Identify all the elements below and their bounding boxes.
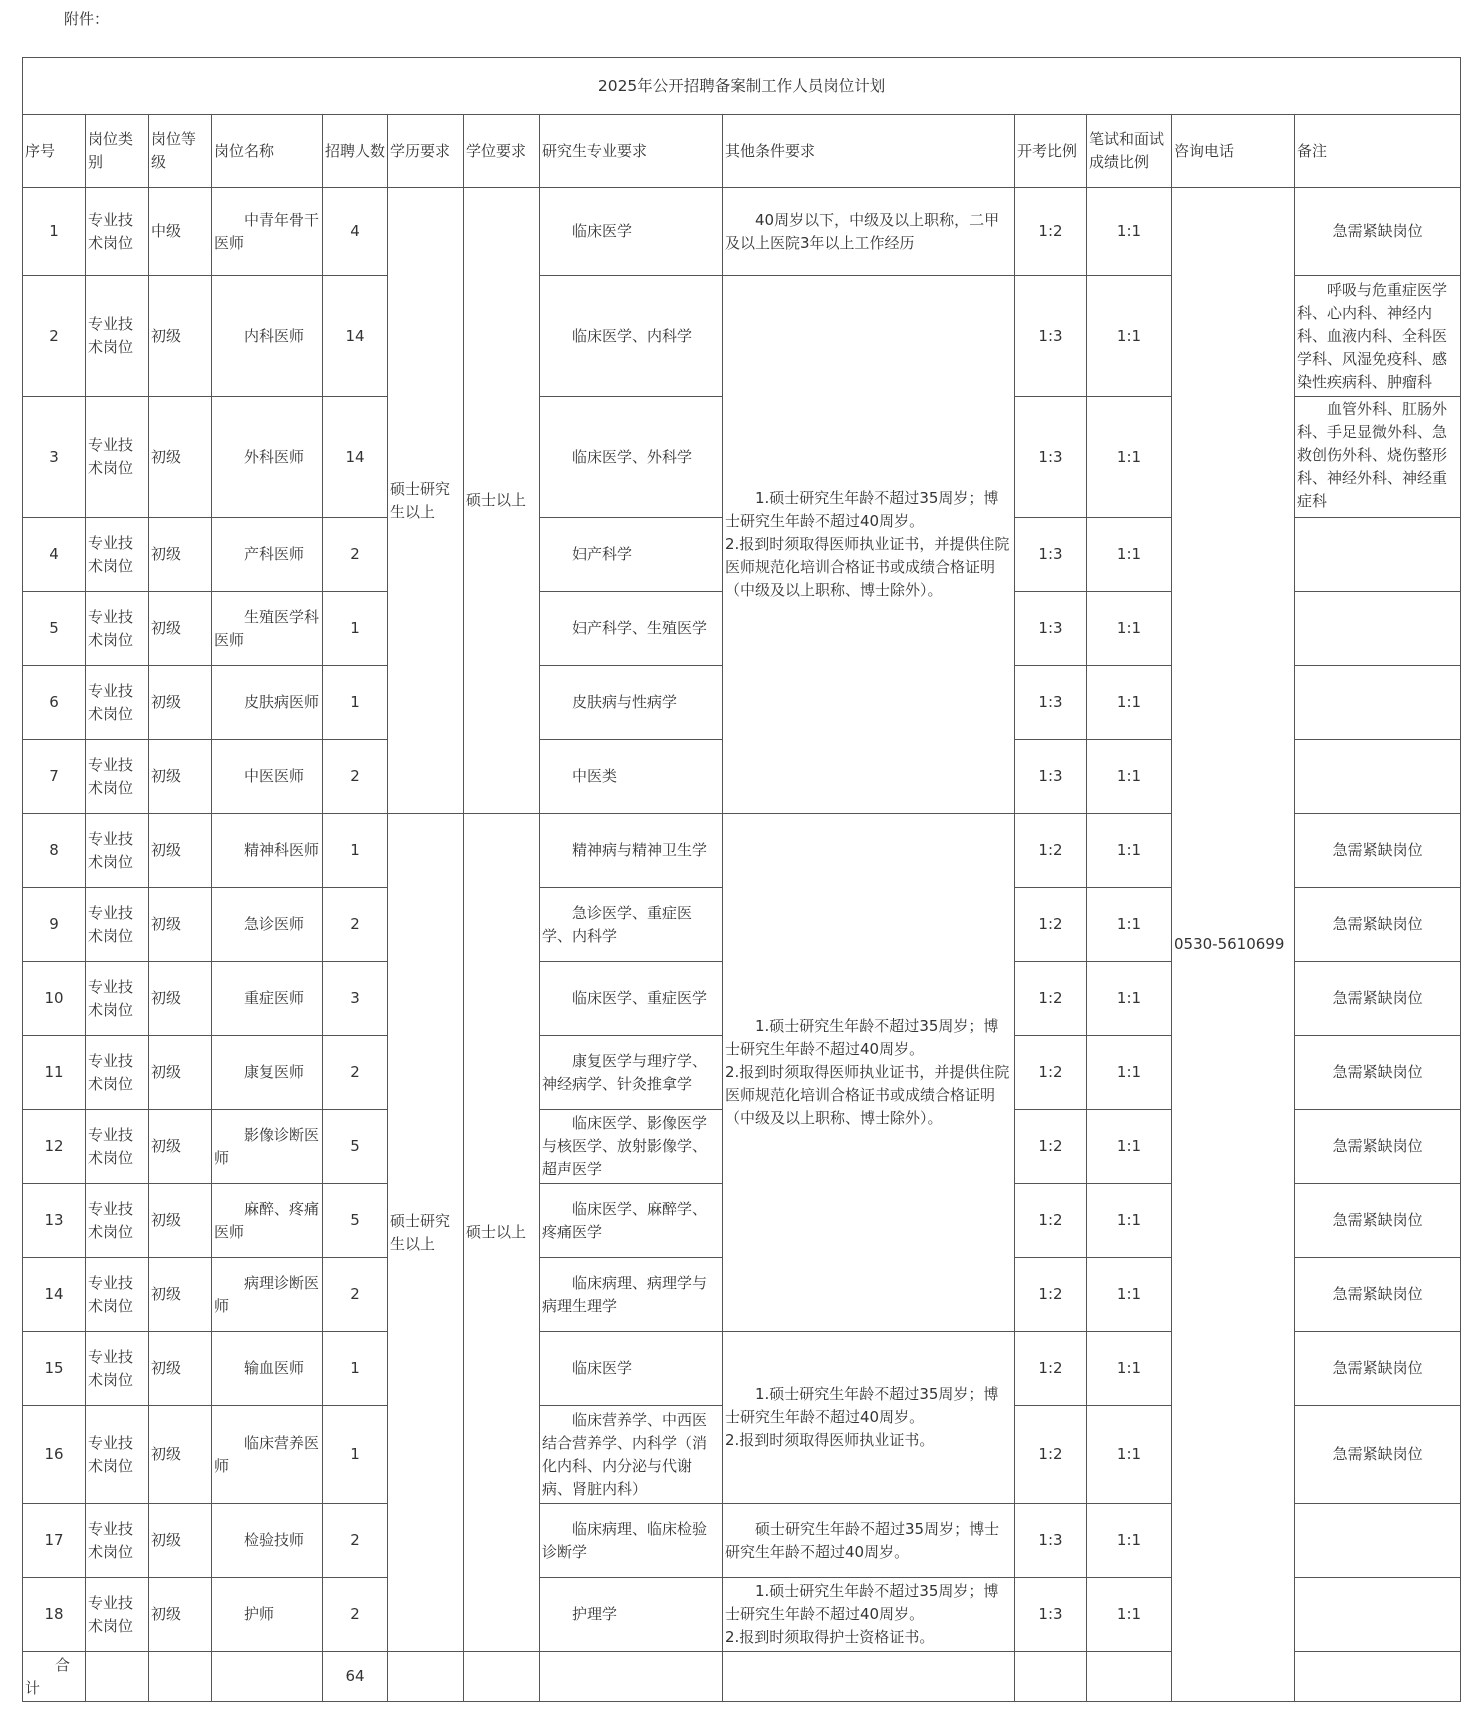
cell-ratio: 1:2 bbox=[1015, 1406, 1087, 1504]
cell-major: 妇产科学、生殖医学 bbox=[540, 592, 723, 666]
condition-line: 1.硕士研究生年龄不超过35周岁；博士研究生年龄不超过40周岁。 bbox=[725, 1582, 999, 1623]
cell-note: 呼吸与危重症医学科、心内科、神经内科、血液内科、全科医学科、风湿免疫科、感染性疾病科、肿瘤科 bbox=[1295, 276, 1461, 397]
cell-category: 专业技术岗位 bbox=[86, 1036, 149, 1110]
cell-score-ratio: 1:1 bbox=[1087, 962, 1172, 1036]
cell-note: 急需紧缺岗位 bbox=[1295, 962, 1461, 1036]
cell-level: 初级 bbox=[149, 276, 212, 397]
header-name: 岗位名称 bbox=[212, 115, 323, 188]
total-empty-cell bbox=[1015, 1652, 1087, 1702]
cell-seq: 8 bbox=[23, 814, 86, 888]
cell-note bbox=[1295, 666, 1461, 740]
cell-major: 急诊医学、重症医学、内科学 bbox=[540, 888, 723, 962]
cell-level: 初级 bbox=[149, 740, 212, 814]
cell-ratio: 1:3 bbox=[1015, 518, 1087, 592]
table-title: 2025年公开招聘备案制工作人员岗位计划 bbox=[23, 58, 1461, 115]
cell-score-ratio: 1:1 bbox=[1087, 1258, 1172, 1332]
cell-count: 2 bbox=[323, 1258, 388, 1332]
cell-level: 初级 bbox=[149, 1578, 212, 1652]
cell-education: 硕士研究生以上 bbox=[388, 814, 464, 1652]
cell-score-ratio: 1:1 bbox=[1087, 1110, 1172, 1184]
cell-note bbox=[1295, 518, 1461, 592]
cell-ratio: 1:2 bbox=[1015, 1110, 1087, 1184]
total-empty-cell bbox=[86, 1652, 149, 1702]
cell-note: 急需紧缺岗位 bbox=[1295, 1110, 1461, 1184]
cell-seq: 9 bbox=[23, 888, 86, 962]
cell-score-ratio: 1:1 bbox=[1087, 740, 1172, 814]
cell-name: 中医医师 bbox=[212, 740, 323, 814]
cell-score-ratio: 1:1 bbox=[1087, 1184, 1172, 1258]
total-empty-cell bbox=[1087, 1652, 1172, 1702]
cell-name: 产科医师 bbox=[212, 518, 323, 592]
cell-note: 急需紧缺岗位 bbox=[1295, 1258, 1461, 1332]
cell-major: 临床医学 bbox=[540, 188, 723, 276]
cell-count: 3 bbox=[323, 962, 388, 1036]
cell-major: 妇产科学 bbox=[540, 518, 723, 592]
cell-seq: 1 bbox=[23, 188, 86, 276]
total-empty-cell bbox=[212, 1652, 323, 1702]
cell-ratio: 1:2 bbox=[1015, 1036, 1087, 1110]
cell-degree: 硕士以上 bbox=[464, 814, 540, 1652]
condition-line: 2.报到时须取得医师执业证书。 bbox=[725, 1431, 935, 1449]
cell-ratio: 1:2 bbox=[1015, 188, 1087, 276]
cell-seq: 16 bbox=[23, 1406, 86, 1504]
cell-score-ratio: 1:1 bbox=[1087, 1578, 1172, 1652]
cell-phone: 0530-5610699 bbox=[1172, 188, 1295, 1702]
cell-category: 专业技术岗位 bbox=[86, 1184, 149, 1258]
cell-note: 急需紧缺岗位 bbox=[1295, 188, 1461, 276]
header-note: 备注 bbox=[1295, 115, 1461, 188]
cell-major: 皮肤病与性病学 bbox=[540, 666, 723, 740]
cell-count: 5 bbox=[323, 1110, 388, 1184]
cell-score-ratio: 1:1 bbox=[1087, 276, 1172, 397]
cell-level: 初级 bbox=[149, 1036, 212, 1110]
header-score-ratio: 笔试和面试成绩比例 bbox=[1087, 115, 1172, 188]
cell-seq: 6 bbox=[23, 666, 86, 740]
cell-seq: 4 bbox=[23, 518, 86, 592]
cell-major: 临床病理、病理学与病理生理学 bbox=[540, 1258, 723, 1332]
cell-education: 硕士研究生以上 bbox=[388, 188, 464, 814]
cell-name: 护师 bbox=[212, 1578, 323, 1652]
cell-category: 专业技术岗位 bbox=[86, 888, 149, 962]
cell-level: 初级 bbox=[149, 666, 212, 740]
cell-name: 麻醉、疼痛医师 bbox=[212, 1184, 323, 1258]
cell-ratio: 1:3 bbox=[1015, 592, 1087, 666]
cell-seq: 11 bbox=[23, 1036, 86, 1110]
cell-category: 专业技术岗位 bbox=[86, 592, 149, 666]
cell-level: 初级 bbox=[149, 397, 212, 518]
cell-note: 急需紧缺岗位 bbox=[1295, 1036, 1461, 1110]
cell-name: 输血医师 bbox=[212, 1332, 323, 1406]
cell-level: 初级 bbox=[149, 518, 212, 592]
cell-category: 专业技术岗位 bbox=[86, 397, 149, 518]
cell-count: 2 bbox=[323, 1504, 388, 1578]
header-row bbox=[23, 115, 1461, 188]
cell-ratio: 1:3 bbox=[1015, 666, 1087, 740]
cell-name: 外科医师 bbox=[212, 397, 323, 518]
cell-count: 1 bbox=[323, 592, 388, 666]
cell-category: 专业技术岗位 bbox=[86, 1406, 149, 1504]
total-empty-cell bbox=[540, 1652, 723, 1702]
cell-name: 内科医师 bbox=[212, 276, 323, 397]
cell-major: 临床医学、内科学 bbox=[540, 276, 723, 397]
cell-ratio: 1:3 bbox=[1015, 1504, 1087, 1578]
cell-major: 临床医学、外科学 bbox=[540, 397, 723, 518]
condition-line: 1.硕士研究生年龄不超过35周岁；博士研究生年龄不超过40周岁。 bbox=[725, 489, 999, 530]
cell-seq: 15 bbox=[23, 1332, 86, 1406]
cell-note bbox=[1295, 740, 1461, 814]
attachment-label: 附件： bbox=[64, 10, 110, 28]
cell-other-conditions bbox=[723, 276, 1015, 814]
cell-note: 血管外科、肛肠外科、手足显微外科、急救创伤外科、烧伤整形科、神经外科、神经重症科 bbox=[1295, 397, 1461, 518]
condition-line: 1.硕士研究生年龄不超过35周岁；博士研究生年龄不超过40周岁。 bbox=[725, 1017, 999, 1058]
total-label: 合计 bbox=[23, 1652, 86, 1702]
cell-seq: 17 bbox=[23, 1504, 86, 1578]
cell-count: 1 bbox=[323, 666, 388, 740]
total-empty-cell bbox=[1295, 1652, 1461, 1702]
header-category: 岗位类别 bbox=[86, 115, 149, 188]
cell-category: 专业技术岗位 bbox=[86, 188, 149, 276]
table-row bbox=[23, 188, 1461, 276]
cell-count: 14 bbox=[323, 276, 388, 397]
header-education: 学历要求 bbox=[388, 115, 464, 188]
cell-ratio: 1:3 bbox=[1015, 276, 1087, 397]
total-empty-cell bbox=[464, 1652, 540, 1702]
cell-count: 2 bbox=[323, 1036, 388, 1110]
condition-line: 2.报到时须取得护士资格证书。 bbox=[725, 1628, 935, 1646]
cell-count: 2 bbox=[323, 518, 388, 592]
cell-major: 临床医学、影像医学与核医学、放射影像学、超声医学 bbox=[540, 1110, 723, 1184]
cell-score-ratio: 1:1 bbox=[1087, 888, 1172, 962]
cell-level: 初级 bbox=[149, 1332, 212, 1406]
cell-note: 急需紧缺岗位 bbox=[1295, 1406, 1461, 1504]
cell-score-ratio: 1:1 bbox=[1087, 518, 1172, 592]
cell-seq: 3 bbox=[23, 397, 86, 518]
cell-major: 护理学 bbox=[540, 1578, 723, 1652]
cell-name: 影像诊断医师 bbox=[212, 1110, 323, 1184]
cell-ratio: 1:2 bbox=[1015, 1184, 1087, 1258]
cell-level: 初级 bbox=[149, 1504, 212, 1578]
cell-score-ratio: 1:1 bbox=[1087, 188, 1172, 276]
recruitment-plan-table bbox=[22, 57, 1461, 1702]
cell-other-conditions bbox=[723, 1332, 1015, 1504]
cell-category: 专业技术岗位 bbox=[86, 1110, 149, 1184]
cell-seq: 2 bbox=[23, 276, 86, 397]
cell-name: 皮肤病医师 bbox=[212, 666, 323, 740]
cell-seq: 13 bbox=[23, 1184, 86, 1258]
cell-ratio: 1:3 bbox=[1015, 397, 1087, 518]
cell-major: 临床医学、麻醉学、疼痛医学 bbox=[540, 1184, 723, 1258]
cell-major: 中医类 bbox=[540, 740, 723, 814]
cell-seq: 18 bbox=[23, 1578, 86, 1652]
header-phone: 咨询电话 bbox=[1172, 115, 1295, 188]
cell-level: 初级 bbox=[149, 592, 212, 666]
cell-name: 中青年骨干医师 bbox=[212, 188, 323, 276]
cell-count: 14 bbox=[323, 397, 388, 518]
cell-ratio: 1:2 bbox=[1015, 888, 1087, 962]
cell-level: 初级 bbox=[149, 1184, 212, 1258]
cell-level: 初级 bbox=[149, 1110, 212, 1184]
header-ratio: 开考比例 bbox=[1015, 115, 1087, 188]
cell-major: 精神病与精神卫生学 bbox=[540, 814, 723, 888]
cell-level: 初级 bbox=[149, 962, 212, 1036]
total-empty-cell bbox=[388, 1652, 464, 1702]
cell-ratio: 1:2 bbox=[1015, 814, 1087, 888]
cell-count: 2 bbox=[323, 740, 388, 814]
cell-major: 康复医学与理疗学、神经病学、针灸推拿学 bbox=[540, 1036, 723, 1110]
cell-name: 康复医师 bbox=[212, 1036, 323, 1110]
cell-note bbox=[1295, 1504, 1461, 1578]
cell-category: 专业技术岗位 bbox=[86, 666, 149, 740]
cell-major: 临床医学、重症医学 bbox=[540, 962, 723, 1036]
condition-line: 2.报到时须取得医师执业证书，并提供住院医师规范化培训合格证书或成绩合格证明（中级及以上职称、博士除外）。 bbox=[725, 535, 1010, 599]
cell-name: 病理诊断医师 bbox=[212, 1258, 323, 1332]
condition-line: 1.硕士研究生年龄不超过35周岁；博士研究生年龄不超过40周岁。 bbox=[725, 1385, 999, 1426]
cell-note: 急需紧缺岗位 bbox=[1295, 814, 1461, 888]
cell-category: 专业技术岗位 bbox=[86, 1504, 149, 1578]
header-level: 岗位等级 bbox=[149, 115, 212, 188]
header-other: 其他条件要求 bbox=[723, 115, 1015, 188]
cell-note bbox=[1295, 592, 1461, 666]
cell-other-conditions bbox=[723, 814, 1015, 1332]
header-count: 招聘人数 bbox=[323, 115, 388, 188]
cell-score-ratio: 1:1 bbox=[1087, 397, 1172, 518]
cell-category: 专业技术岗位 bbox=[86, 1578, 149, 1652]
cell-count: 1 bbox=[323, 1406, 388, 1504]
cell-ratio: 1:3 bbox=[1015, 1578, 1087, 1652]
cell-seq: 5 bbox=[23, 592, 86, 666]
cell-count: 2 bbox=[323, 1578, 388, 1652]
cell-score-ratio: 1:1 bbox=[1087, 1332, 1172, 1406]
cell-count: 2 bbox=[323, 888, 388, 962]
cell-score-ratio: 1:1 bbox=[1087, 1036, 1172, 1110]
cell-level: 中级 bbox=[149, 188, 212, 276]
cell-category: 专业技术岗位 bbox=[86, 740, 149, 814]
cell-note: 急需紧缺岗位 bbox=[1295, 888, 1461, 962]
cell-ratio: 1:2 bbox=[1015, 962, 1087, 1036]
cell-ratio: 1:2 bbox=[1015, 1332, 1087, 1406]
cell-major: 临床营养学、中西医结合营养学、内科学（消化内科、内分泌与代谢病、肾脏内科） bbox=[540, 1406, 723, 1504]
cell-seq: 10 bbox=[23, 962, 86, 1036]
header-seq: 序号 bbox=[23, 115, 86, 188]
cell-other-conditions bbox=[723, 1578, 1015, 1652]
cell-level: 初级 bbox=[149, 888, 212, 962]
cell-seq: 12 bbox=[23, 1110, 86, 1184]
total-empty-cell bbox=[149, 1652, 212, 1702]
cell-major: 临床医学 bbox=[540, 1332, 723, 1406]
cell-degree: 硕士以上 bbox=[464, 188, 540, 814]
cell-level: 初级 bbox=[149, 1258, 212, 1332]
cell-other-conditions: 硕士研究生年龄不超过35周岁；博士研究生年龄不超过40周岁。 bbox=[723, 1504, 1015, 1578]
cell-name: 检验技师 bbox=[212, 1504, 323, 1578]
total-empty-cell bbox=[723, 1652, 1015, 1702]
cell-name: 急诊医师 bbox=[212, 888, 323, 962]
cell-category: 专业技术岗位 bbox=[86, 1332, 149, 1406]
total-count: 64 bbox=[323, 1652, 388, 1702]
header-major: 研究生专业要求 bbox=[540, 115, 723, 188]
condition-line: 2.报到时须取得医师执业证书，并提供住院医师规范化培训合格证书或成绩合格证明（中级及以上职称、博士除外）。 bbox=[725, 1063, 1010, 1127]
cell-ratio: 1:3 bbox=[1015, 740, 1087, 814]
cell-note bbox=[1295, 1578, 1461, 1652]
cell-seq: 7 bbox=[23, 740, 86, 814]
cell-name: 重症医师 bbox=[212, 962, 323, 1036]
header-degree: 学位要求 bbox=[464, 115, 540, 188]
cell-count: 1 bbox=[323, 814, 388, 888]
cell-note: 急需紧缺岗位 bbox=[1295, 1332, 1461, 1406]
cell-category: 专业技术岗位 bbox=[86, 814, 149, 888]
cell-seq: 14 bbox=[23, 1258, 86, 1332]
cell-count: 4 bbox=[323, 188, 388, 276]
cell-level: 初级 bbox=[149, 1406, 212, 1504]
cell-level: 初级 bbox=[149, 814, 212, 888]
cell-score-ratio: 1:1 bbox=[1087, 666, 1172, 740]
cell-name: 临床营养医师 bbox=[212, 1406, 323, 1504]
cell-count: 5 bbox=[323, 1184, 388, 1258]
cell-category: 专业技术岗位 bbox=[86, 518, 149, 592]
cell-name: 精神科医师 bbox=[212, 814, 323, 888]
cell-category: 专业技术岗位 bbox=[86, 962, 149, 1036]
cell-score-ratio: 1:1 bbox=[1087, 592, 1172, 666]
cell-score-ratio: 1:1 bbox=[1087, 1406, 1172, 1504]
cell-major: 临床病理、临床检验诊断学 bbox=[540, 1504, 723, 1578]
cell-category: 专业技术岗位 bbox=[86, 1258, 149, 1332]
cell-ratio: 1:2 bbox=[1015, 1258, 1087, 1332]
cell-score-ratio: 1:1 bbox=[1087, 1504, 1172, 1578]
cell-other-conditions: 40周岁以下，中级及以上职称，二甲及以上医院3年以上工作经历 bbox=[723, 188, 1015, 276]
cell-score-ratio: 1:1 bbox=[1087, 814, 1172, 888]
cell-name: 生殖医学科医师 bbox=[212, 592, 323, 666]
cell-count: 1 bbox=[323, 1332, 388, 1406]
cell-category: 专业技术岗位 bbox=[86, 276, 149, 397]
cell-note: 急需紧缺岗位 bbox=[1295, 1184, 1461, 1258]
